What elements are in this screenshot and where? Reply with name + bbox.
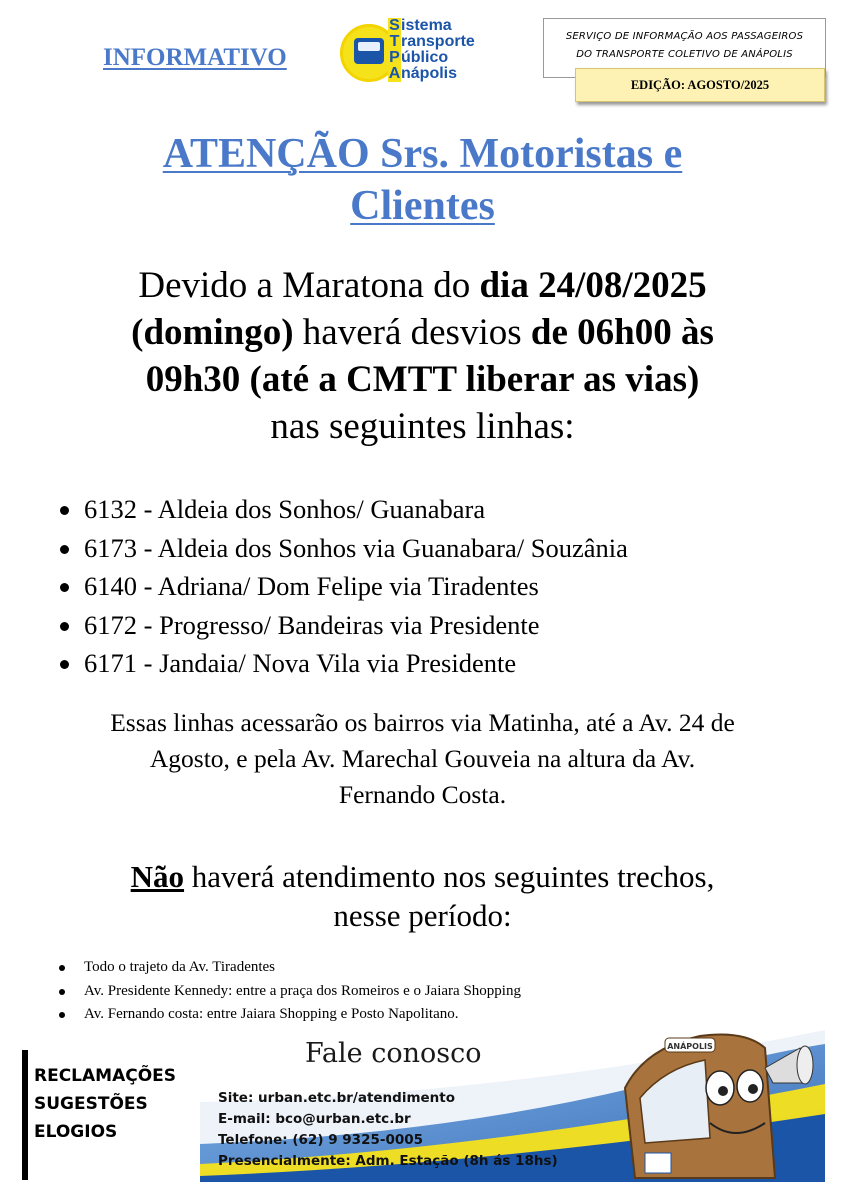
label-reclamacoes: RECLAMAÇÕES — [34, 1066, 177, 1086]
contact-email[interactable]: E-mail: bco@urban.etc.br — [218, 1111, 411, 1127]
paragraph-line-3: Fernando Costa. — [338, 780, 507, 809]
intro-text-1: Devido a Maratona do — [138, 265, 480, 306]
bus-icon — [354, 38, 384, 64]
logo-text: Sistema T ransporte Público Anápolis — [388, 17, 475, 82]
fale-conosco-title: Fale conosco — [305, 1038, 482, 1069]
no-service-bold: Não — [130, 859, 185, 894]
edition-badge: EDIÇÃO: AGOSTO/2025 — [575, 68, 825, 102]
list-item: Av. Fernando costa: entre Jaiara Shopping e Posto Napolitano. — [58, 1003, 521, 1027]
stpa-logo — [340, 18, 510, 88]
headline — [0, 128, 845, 232]
footer-left-bar — [22, 1050, 28, 1180]
paragraph-line-1: Essas linhas acessarão os bairros via Matinha, até a Av. 24 de — [110, 708, 735, 737]
headline-line-1: ATENÇÃO Srs. Motoristas e — [162, 131, 683, 177]
no-service-sections-list — [58, 956, 521, 1027]
intro-text — [40, 262, 805, 450]
intro-text-2: haverá desvios — [293, 312, 531, 353]
no-service-text: haverá atendimento nos seguintes trechos, — [184, 859, 715, 894]
intro-time-start: de 06h00 às — [530, 312, 714, 353]
service-line-2: DO TRANSPORTE COLETIVO DE ANÁPOLIS — [576, 49, 793, 60]
list-item: 6173 - Aldeia dos Sonhos via Guanabara/ Souzânia — [60, 529, 628, 568]
intro-time-end: 09h30 (até a CMTT liberar as vias) — [145, 359, 700, 400]
list-item: 6132 - Aldeia dos Sonhos/ Guanabara — [60, 490, 628, 529]
intro-day: (domingo) — [131, 312, 294, 353]
contact-presencial: Presencialmente: Adm. Estação (8h ás 18hs) — [218, 1153, 558, 1169]
list-item: 6172 - Progresso/ Bandeiras via Presidente — [60, 606, 628, 645]
bus-sign: ANÁPOLIS — [667, 1042, 713, 1051]
list-item: Av. Presidente Kennedy: entre a praça dos Romeiros e o Jaiara Shopping — [58, 980, 521, 1004]
contact-phone: Telefone: (62) 9 9325-0005 — [218, 1132, 424, 1148]
paragraph-line-2: Agosto, e pela Av. Marechal Gouveia na altura da Av. — [149, 744, 696, 773]
contact-info — [218, 1088, 558, 1172]
feedback-labels — [34, 1062, 176, 1146]
list-item: 6140 - Adriana/ Dom Felipe via Tiradentes — [60, 567, 628, 606]
affected-lines-list — [60, 490, 628, 683]
mascot-bus-icon — [605, 1028, 830, 1188]
intro-date: dia 24/08/2025 — [479, 265, 707, 306]
headline-line-2: Clientes — [350, 183, 495, 229]
label-sugestoes: SUGESTÕES — [34, 1094, 148, 1114]
list-item: 6171 - Jandaia/ Nova Vila via Presidente — [60, 644, 628, 683]
informativo-label: INFORMATIVO — [103, 44, 287, 71]
list-item: Todo o trajeto da Av. Tiradentes — [58, 956, 521, 980]
no-service-line-2: nesse período: — [333, 898, 512, 933]
service-line-1: SERVIÇO DE INFORMAÇÃO AOS PASSAGEIROS — [565, 31, 804, 42]
label-elogios: ELOGIOS — [34, 1122, 118, 1142]
contact-site[interactable]: Site: urban.etc.br/atendimento — [218, 1090, 456, 1106]
intro-text-3: nas seguintes linhas: — [270, 406, 575, 447]
route-paragraph — [30, 705, 815, 813]
no-service-heading — [0, 857, 845, 935]
